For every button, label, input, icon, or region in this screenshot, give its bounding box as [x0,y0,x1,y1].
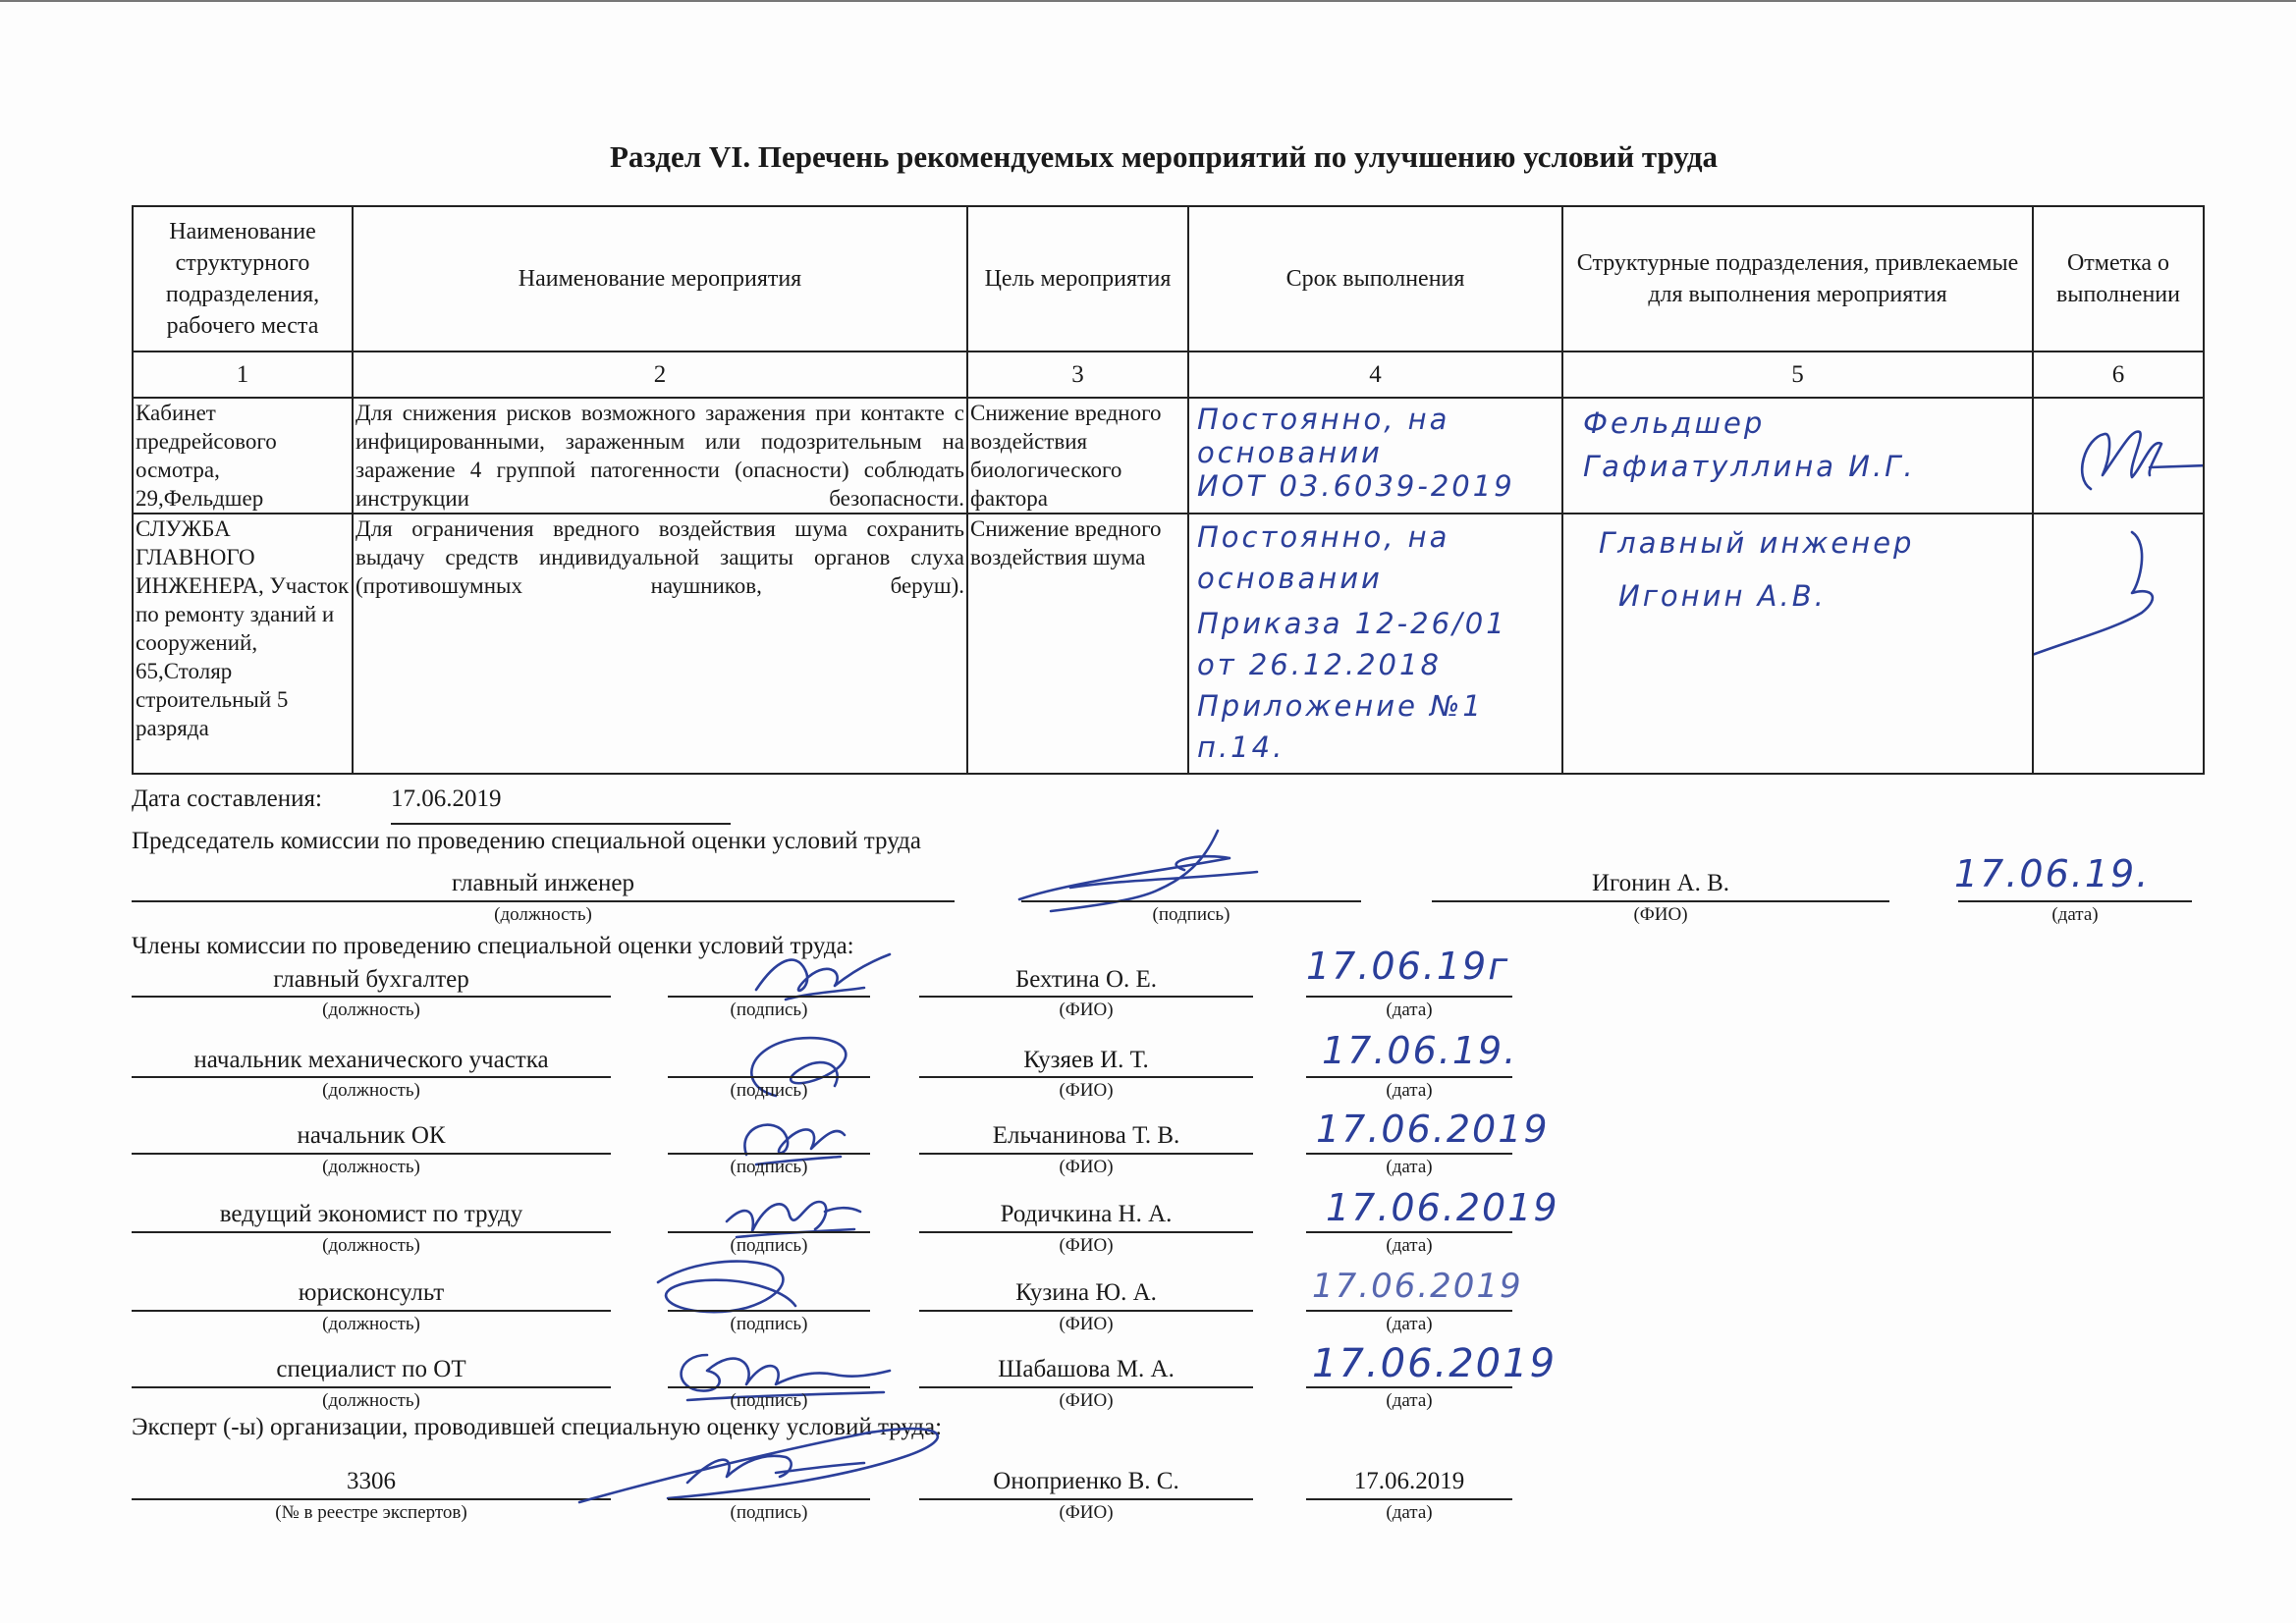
member-date: 17.06.2019 [1326,1186,1559,1229]
member-name-caption: (ФИО) [1059,1080,1114,1101]
expert-signature-icon [570,1414,962,1512]
member-signature-caption: (подпись) [730,1080,808,1101]
members-heading: Члены комиссии по проведению специальной оценки условий труда: [132,933,854,959]
member-date-caption: (дата) [1386,1314,1433,1334]
member-position: юрисконсульт [298,1279,445,1306]
column-number: 5 [1562,352,2033,398]
member-name-line [919,1153,1253,1155]
member-position: главный бухгалтер [273,966,469,993]
member-date-line [1306,1310,1512,1312]
member-date: 17.06.19г [1306,945,1510,988]
term-cell [1188,398,1562,514]
completion-signature-icon [2034,514,2204,652]
handwritten-term-line: Приложение №1 [1197,689,1484,723]
member-name: Кузина Ю. А. [1015,1279,1157,1306]
member-position-line [132,1231,611,1233]
chairman-date: 17.06.19. [1954,852,2151,895]
member-signature-line [668,996,870,998]
header-cell: Цель мероприятия [967,206,1188,352]
expert-registry-line [132,1498,611,1500]
member-name: Родичкина Н. А. [1000,1201,1173,1227]
header-cell: Отметка о выполнении [2033,206,2204,352]
term-cell [1188,514,1562,774]
member-position: начальник механического участка [193,1047,549,1073]
column-number: 2 [353,352,967,398]
date-label: Дата составления: [132,785,322,812]
member-signature-line [668,1310,870,1312]
member-name-line [919,996,1253,998]
expert-date: 17.06.2019 [1353,1468,1465,1494]
chairman-date-caption: (дата) [2051,904,2099,925]
chairman-heading: Председатель комиссии по проведению специальной оценки условий труда [132,828,921,854]
expert-name-caption: (ФИО) [1059,1502,1114,1523]
member-signature-caption: (подпись) [730,1314,808,1334]
member-signature-caption: (подпись) [730,1390,808,1411]
member-name-line [919,1231,1253,1233]
member-signature-line [668,1386,870,1388]
table-row [133,514,2204,774]
member-date-line [1306,996,1512,998]
member-position-caption: (должность) [322,1000,420,1020]
chairman-signature-caption: (подпись) [1152,904,1230,925]
member-position: ведущий экономист по труду [219,1201,523,1227]
member-signature-caption: (подпись) [730,1000,808,1020]
member-date: 17.06.19. [1322,1029,1518,1072]
member-name: Шабашова М. А. [998,1356,1175,1382]
expert-registry-number: 3306 [347,1468,396,1494]
handwritten-term-line: от 26.12.2018 [1197,648,1442,681]
column-number: 3 [967,352,1188,398]
expert-date-caption: (дата) [1386,1502,1433,1523]
member-date: 17.06.2019 [1312,1267,1523,1306]
member-date: 17.06.2019 [1316,1108,1550,1151]
header-cell: Срок выполнения [1188,206,1562,352]
member-position: специалист по ОТ [276,1356,466,1382]
expert-heading: Эксперт (-ы) организации, проводившей специальную оценку условий труда: [132,1414,943,1440]
measure-cell: Для ограничения вредного воздействия шума сохранить выдачу средств индивидуальной защиты органов слуха (противошумных наушников, беруш). [353,514,967,774]
member-position-line [132,1153,611,1155]
header-cell: Наименование мероприятия [353,206,967,352]
column-number-row [133,352,2204,398]
member-name-line [919,1386,1253,1388]
date-underline [391,823,731,825]
measures-table [132,205,2205,775]
departments-cell [1562,398,2033,514]
member-name-line [919,1310,1253,1312]
departments-cell [1562,514,2033,774]
handwritten-term-line: Приказа 12-26/01 [1197,607,1507,640]
member-position-caption: (должность) [322,1080,420,1101]
handwritten-term-line: п.14. [1197,730,1285,764]
member-date: 17.06.2019 [1312,1341,1558,1386]
member-name-caption: (ФИО) [1059,1235,1114,1256]
member-date-caption: (дата) [1386,1235,1433,1256]
handwritten-term-line: Постоянно, на [1197,520,1450,554]
handwritten-department-line: Игонин А.В. [1618,579,1827,613]
goal-cell: Снижение вредного воздействия биологического фактора [967,398,1188,514]
header-cell: Наименование структурного подразделения, рабочего места [133,206,353,352]
member-name: Ельчанинова Т. В. [992,1122,1180,1149]
chairman-position: главный инженер [452,870,634,896]
member-date-line [1306,1076,1512,1078]
expert-registry-caption: (№ в реестре экспертов) [275,1502,467,1523]
member-signature-line [668,1231,870,1233]
handwritten-department-line: Гафиатуллина И.Г. [1583,450,1916,483]
member-signature-line [668,1153,870,1155]
member-name: Кузяев И. Т. [1023,1047,1149,1073]
member-name-caption: (ФИО) [1059,1314,1114,1334]
member-signature-caption: (подпись) [730,1235,808,1256]
member-date-caption: (дата) [1386,1157,1433,1177]
member-signature-line [668,1076,870,1078]
member-date-line [1306,1386,1512,1388]
chairman-position-line [132,900,955,902]
member-position: начальник ОК [297,1122,446,1149]
member-date-caption: (дата) [1386,1390,1433,1411]
member-name-line [919,1076,1253,1078]
chairman-position-caption: (должность) [494,904,592,925]
column-number: 6 [2033,352,2204,398]
member-date-caption: (дата) [1386,1080,1433,1101]
handwritten-term-line: Постоянно, на [1197,403,1450,436]
member-position-caption: (должность) [322,1314,420,1334]
workplace-cell: СЛУЖБА ГЛАВНОГО ИНЖЕНЕРА, Участок по ремонту зданий и сооружений, 65,Столяр строительный 5 разряда [133,514,353,774]
member-position-caption: (должность) [322,1157,420,1177]
member-date-caption: (дата) [1386,1000,1433,1020]
chairman-signature-line [1021,900,1361,902]
member-date-line [1306,1231,1512,1233]
date-value: 17.06.2019 [391,785,502,812]
member-position-line [132,1310,611,1312]
handwritten-department-line: Фельдшер [1583,406,1766,440]
completion-mark-cell [2033,514,2204,774]
member-name-caption: (ФИО) [1059,1390,1114,1411]
expert-signature-line [668,1498,870,1500]
table-row [133,398,2204,514]
table-header-row [133,206,2204,352]
header-cell: Структурные подразделения, привлекаемые для выполнения мероприятия [1562,206,2033,352]
section-title: Раздел VI. Перечень рекомендуемых мероприятий по улучшению условий труда [609,139,1719,174]
handwritten-term-line: ИОТ 03.6039-2019 [1197,469,1515,503]
chairman-name-line [1432,900,1889,902]
workplace-cell: Кабинет предрейсового осмотра, 29,Фельдшер [133,398,353,514]
handwritten-department-line: Главный инженер [1599,526,1915,560]
member-signature-caption: (подпись) [730,1157,808,1177]
member-name-caption: (ФИО) [1059,1157,1114,1177]
expert-name-line [919,1498,1253,1500]
completion-mark-cell [2033,398,2204,514]
goal-cell: Снижение вредного воздействия шума [967,514,1188,774]
member-position-line [132,1386,611,1388]
handwritten-term-line: основании [1197,436,1383,469]
member-position-line [132,996,611,998]
member-position-line [132,1076,611,1078]
page-top-border [0,0,2296,2]
expert-date-line [1306,1498,1512,1500]
chairman-date-line [1958,900,2192,902]
chairman-name-caption: (ФИО) [1633,904,1688,925]
completion-signature-icon [2034,399,2204,507]
member-name: Бехтина О. Е. [1014,966,1158,993]
measure-cell: Для снижения рисков возможного заражения при контакте с инфицированными, зараженным или подозрительным на заражение 4 группой патогенности (опасности) соблюдать инструкции безопасности. [353,398,967,514]
chairman-name: Игонин А. В. [1591,870,1730,896]
expert-name: Оноприенко В. С. [993,1468,1179,1494]
column-number: 1 [133,352,353,398]
column-number: 4 [1188,352,1562,398]
handwritten-term-line: основании [1197,562,1383,595]
member-position-caption: (должность) [322,1235,420,1256]
member-date-line [1306,1153,1512,1155]
expert-signature-caption: (подпись) [730,1502,808,1523]
member-name-caption: (ФИО) [1059,1000,1114,1020]
member-position-caption: (должность) [322,1390,420,1411]
